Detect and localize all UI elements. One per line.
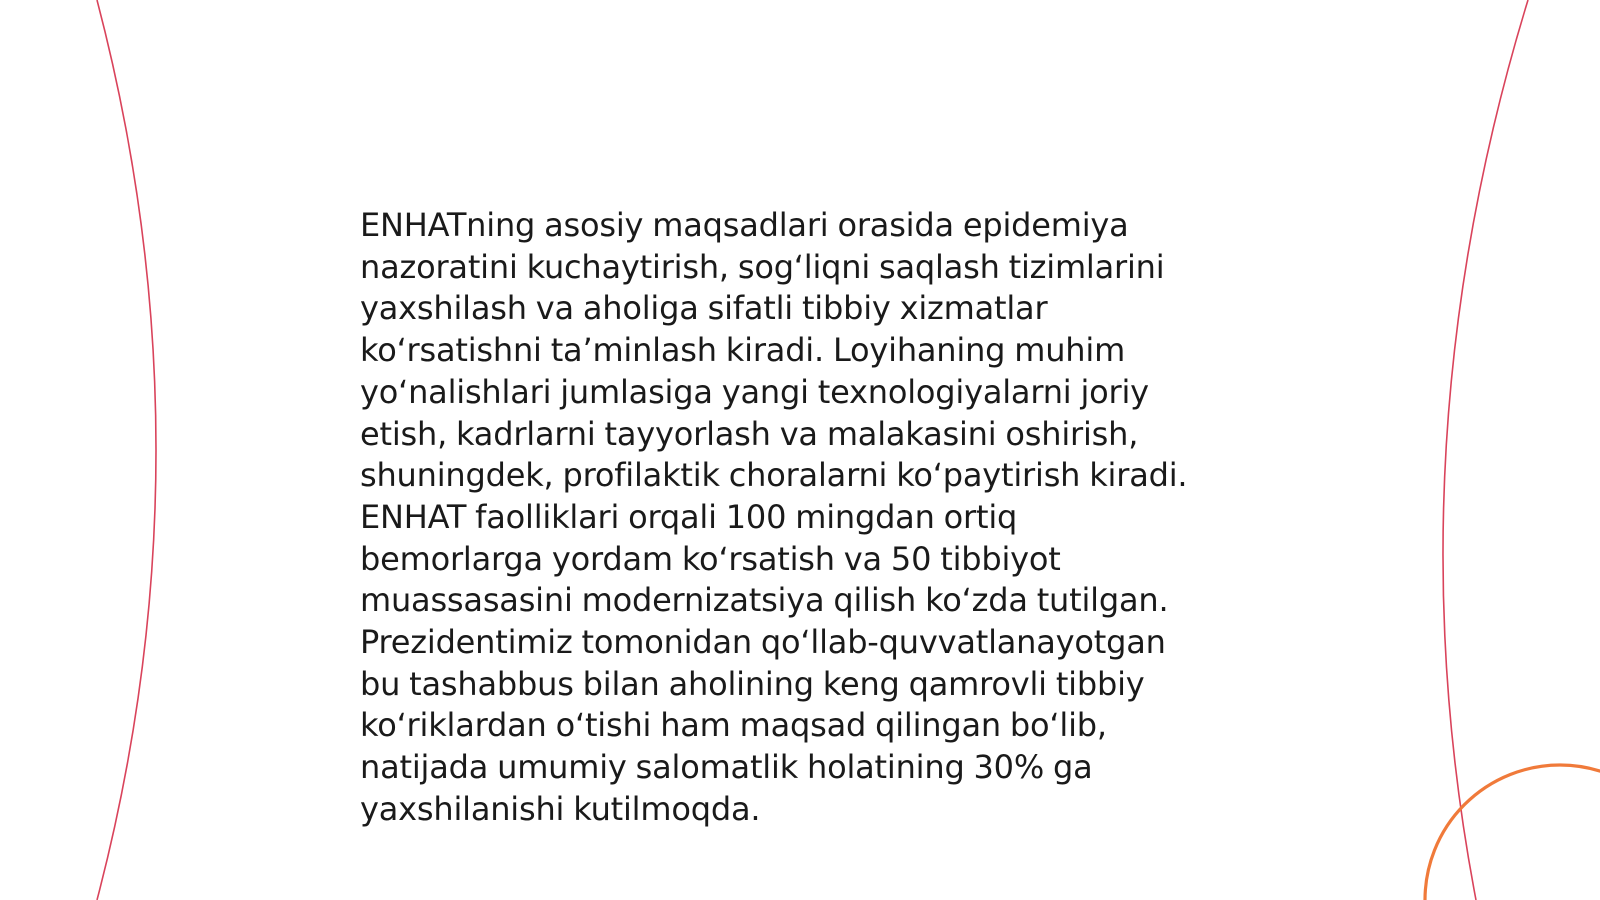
left-arc-line — [97, 0, 156, 900]
right-arc-line — [1443, 0, 1528, 900]
slide-body-text: ENHATning asosiy maqsadlari orasida epidemiya nazoratini kuchaytirish, sog‘liqni saqlash tizimlarini yaxshilash va aholiga sifatli tibbiy xizmatlar ko‘rsatishni ta’minlash kiradi. Loyihaning muhim yo‘nalishlari jumlasiga yangi texnologiyalarni joriy etish, kadrlarni tayyorlash va malakasini oshirish, shuningdek, profilaktik choralarni ko‘paytirish kiradi. ENHAT faolliklari orqali 100 mingdan ortiq bemorlarga yordam ko‘rsatish va 50 tibbiyot muassasasini modernizatsiya qilish ko‘zda tutilgan. Prezidentimiz tomonidan qo‘llab-quvvatlanayotgan bu tashabbus bilan aholining keng qamrovli tibbiy ko‘riklardan o‘tishi ham maqsad qilingan bo‘lib, natijada umumiy salomatlik holatining 30% ga yaxshilanishi kutilmoqda. — [360, 206, 1188, 828]
accent-circle — [1425, 765, 1600, 900]
